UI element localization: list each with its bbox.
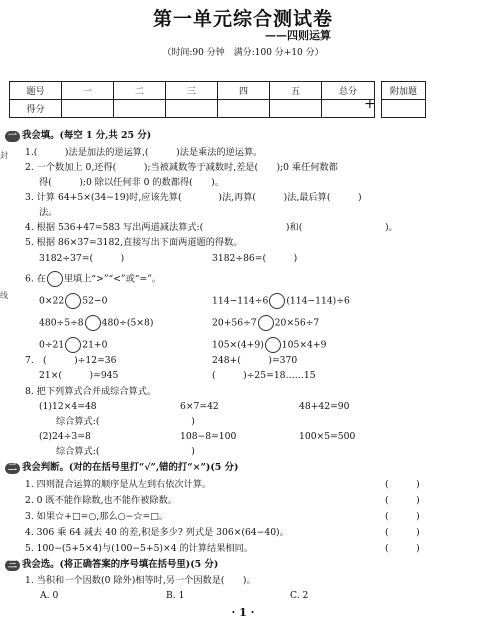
blank-circle-icon[interactable]	[269, 293, 285, 309]
question-7b: 248+( )=370	[212, 355, 298, 366]
bonus-label: 附加题	[382, 82, 426, 100]
blank-circle-icon[interactable]	[85, 315, 101, 331]
blank-circle-icon[interactable]	[265, 337, 281, 353]
compare-row	[212, 337, 326, 353]
section-badge: 三	[5, 560, 20, 571]
score-row-label: 得分	[10, 100, 62, 118]
question-2a: 2. 一个数加上 0,还得( );当被减数等于减数时,差是( );0 乘任何数都	[25, 162, 338, 173]
score-header-cell: 三	[166, 82, 218, 100]
section-text: 我会选。(将正确答案的序号填在括号里)(5 分)	[22, 559, 219, 570]
question-2b: 得( );0 除以任何非 0 的数都得( )。	[39, 177, 224, 188]
margin-mark: 线	[0, 291, 8, 300]
score-cell[interactable]	[218, 100, 270, 118]
compare-row	[39, 337, 107, 353]
compare-row	[212, 293, 350, 309]
question-8-1-answer: 综合算式:( )	[56, 416, 195, 427]
compare-right: (114−114)÷6	[286, 295, 350, 307]
choice-question-1: 1. 当积和一个因数(0 除外)相等时,另一个因数是( )。	[25, 575, 256, 586]
score-header-cell: 四	[218, 82, 270, 100]
question-5b: 3182÷86=( )	[212, 253, 298, 264]
compare-row	[39, 293, 107, 309]
question-8-2a: (2)24÷3=8	[39, 431, 91, 442]
compare-left: 0÷21	[39, 339, 65, 351]
question-8-2c: 100×5=500	[299, 431, 356, 442]
question-7d: ( )÷25=18……15	[212, 370, 316, 381]
score-cell[interactable]	[166, 100, 218, 118]
section-text: 我会填。(每空 1 分,共 25 分)	[22, 130, 152, 141]
question-8: 8. 把下列算式合并成综合算式。	[25, 386, 157, 397]
blank-circle-icon[interactable]	[258, 315, 274, 331]
option-a[interactable]: A. 0	[40, 590, 59, 601]
judge-3: 3. 如果☆+□=○,那么○−☆=□。	[25, 511, 169, 522]
question-6-lead: 6. 在	[25, 273, 46, 285]
score-header-cell: 五	[270, 82, 322, 100]
compare-left: 20+56÷7	[212, 317, 257, 329]
score-header-cell: 题号	[10, 82, 62, 100]
blank-circle-icon	[47, 271, 63, 287]
score-cell[interactable]	[62, 100, 114, 118]
compare-row	[39, 315, 153, 331]
blank-circle-icon[interactable]	[65, 337, 81, 353]
section-badge: 二	[5, 463, 20, 474]
judge-paren[interactable]: ( )	[385, 495, 420, 506]
section-badge: 一	[5, 131, 20, 142]
compare-right: 105×4+9	[281, 339, 327, 351]
judge-paren[interactable]: ( )	[385, 511, 420, 522]
question-7a: 7. ( )÷12=36	[25, 355, 117, 366]
score-header-cell: 一	[62, 82, 114, 100]
score-cell[interactable]	[114, 100, 166, 118]
score-value-row	[10, 100, 375, 118]
judge-paren[interactable]: ( )	[385, 543, 420, 554]
judge-1: 1. 四则混合运算的顺序是从左到右依次计算。	[25, 479, 212, 490]
margin-mark: 封	[0, 151, 8, 160]
compare-row	[212, 315, 319, 331]
question-4: 4. 根据 536+47=583 写出两道减法算式:( )和( )。	[25, 222, 398, 233]
compare-left: 105×(4+9)	[212, 339, 264, 351]
question-8-1a: (1)12×4=48	[39, 401, 97, 412]
option-b[interactable]: B. 1	[166, 590, 185, 601]
page-title: 第一单元综合测试卷	[152, 8, 333, 30]
blank-circle-icon[interactable]	[65, 293, 81, 309]
judge-2: 2. 0 既不能作除数,也不能作被除数。	[25, 495, 177, 506]
compare-left: 480÷5÷8	[39, 317, 84, 329]
question-1: 1.( )法是加法的逆运算,( )法是乘法的逆运算。	[25, 147, 263, 158]
compare-right: 21+0	[82, 339, 108, 351]
question-8-1c: 48+42=90	[299, 401, 350, 412]
score-header-cell: 总分	[322, 82, 375, 100]
judge-paren[interactable]: ( )	[385, 527, 420, 538]
section-text: 我会判断。(对的在括号里打“√”,错的打“×”)(5 分)	[22, 462, 239, 473]
time-info: （时间:90 分钟 满分:100 分+10 分）	[162, 48, 324, 58]
question-3a: 3. 计算 64+5×(34−19)时,应该先算( )法,再算( )法,最后算( )	[25, 192, 362, 203]
judge-paren[interactable]: ( )	[385, 479, 420, 490]
bonus-cell[interactable]	[382, 100, 426, 118]
question-8-2-answer: 综合算式:( )	[56, 446, 195, 457]
compare-right: 480÷(5×8)	[101, 317, 154, 329]
score-table	[9, 81, 375, 118]
section-heading-1	[5, 130, 151, 142]
judge-5: 5. 100−(5+5×4)与(100−5+5)×4 的计算结果相同。	[25, 543, 253, 554]
compare-right: 52−0	[82, 295, 108, 307]
score-header-cell: 二	[114, 82, 166, 100]
section-heading-2	[5, 462, 238, 474]
option-c[interactable]: C. 2	[290, 590, 309, 601]
question-5: 5. 根据 86×37=3182,直接写出下面两道题的得数。	[25, 237, 243, 248]
compare-right: 20×56÷7	[274, 317, 320, 329]
page-subtitle: ——四则运算	[265, 29, 331, 42]
compare-left: 0×22	[39, 295, 65, 307]
question-6	[25, 271, 161, 287]
question-5a: 3182÷37=( )	[39, 253, 125, 264]
question-8-2b: 108−8=100	[180, 431, 237, 442]
question-8-1b: 6×7=42	[180, 401, 219, 412]
judge-4: 4. 306 乘 64 减去 40 的差,积是多少? 列式是 306×(64−40)。	[25, 527, 289, 538]
question-6-tail: 里填上“>”“<”或“=”。	[63, 273, 162, 285]
page-number: · 1 ·	[231, 606, 255, 619]
compare-left: 114−114÷6	[212, 295, 269, 307]
question-3b: 法。	[39, 207, 58, 218]
plus-sign: +	[364, 96, 376, 112]
question-7c: 21×( )=945	[39, 370, 119, 381]
section-heading-3	[5, 559, 218, 571]
score-cell[interactable]	[270, 100, 322, 118]
bonus-table	[381, 81, 426, 118]
score-header-row	[10, 82, 375, 100]
